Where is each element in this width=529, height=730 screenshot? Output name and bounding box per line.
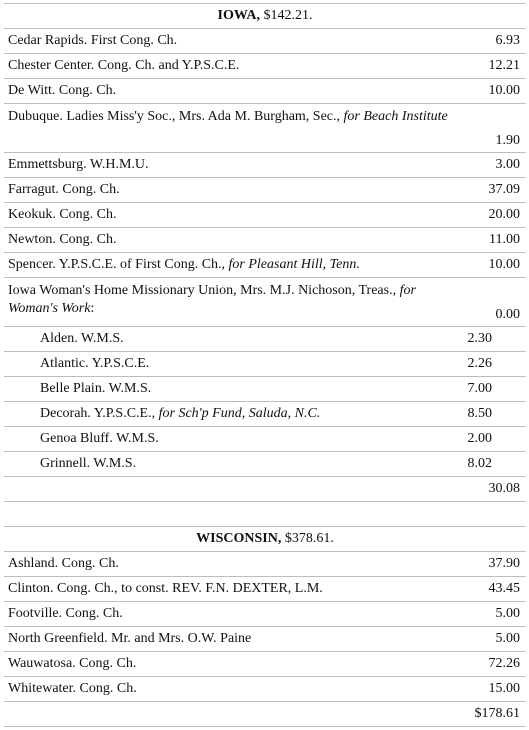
sub-entry-amount: 8.02: [467, 456, 492, 471]
entry-text: [40, 405, 466, 423]
sub-entry-name: Alden. W.M.S.: [40, 331, 124, 346]
entry-suffix: :: [90, 301, 95, 316]
iowa-header: [4, 4, 526, 29]
entry-name: Spencer. Y.P.S.C.E. of First Cong. Ch.,: [8, 257, 226, 272]
entry-name: Emmettsburg. W.H.M.U.: [8, 157, 149, 172]
table-row: [4, 352, 526, 377]
sub-entry-name: Atlantic. Y.P.S.C.E.: [40, 356, 150, 371]
iowa-total: $142.21.: [263, 8, 313, 23]
wisconsin-table: [4, 526, 526, 727]
entry-amount: 72.26: [488, 656, 520, 671]
sub-entry-note: for Sch'p Fund, Saluda, N.C.: [158, 406, 321, 421]
entry-text: [8, 256, 466, 274]
entry-amount: 11.00: [489, 232, 520, 247]
iowa-table: [4, 3, 526, 502]
table-row: [4, 627, 526, 652]
table-row: [4, 29, 526, 54]
entry-amount: 5.00: [495, 606, 520, 621]
entry-amount: 5.00: [495, 631, 520, 646]
table-row: [4, 327, 526, 352]
iowa-title: IOWA,: [217, 8, 260, 23]
entry-name: Iowa Woman's Home Missionary Union, Mrs. M.J. Nichoson, Treas.,: [8, 283, 397, 298]
entry-name: Clinton. Cong. Ch., to const. REV. F.N. DEXTER, L.M.: [8, 581, 323, 596]
entry-name: Whitewater. Cong. Ch.: [8, 681, 137, 696]
wisconsin-subtotal: $178.61: [474, 706, 520, 721]
entry-note: for Pleasant Hill, Tenn.: [228, 257, 360, 272]
sub-entry-name: Decorah. Y.P.S.C.E.,: [40, 406, 156, 421]
table-row: [4, 104, 526, 153]
sub-entry-name: Belle Plain. W.M.S.: [40, 381, 152, 396]
sub-entry-amount: 2.00: [467, 431, 492, 446]
table-row: [4, 278, 526, 327]
entry-name: Ashland. Cong. Ch.: [8, 556, 119, 571]
table-row: [4, 203, 526, 228]
table-row: [4, 178, 526, 203]
entry-amount: 10.00: [488, 257, 520, 272]
entry-name: Farragut. Cong. Ch.: [8, 182, 120, 197]
entry-amount: 12.21: [488, 58, 520, 73]
sub-entry-amount: 7.00: [467, 381, 492, 396]
iowa-subtotal: 30.08: [488, 481, 520, 496]
table-row: [4, 577, 526, 602]
entry-amount: 3.00: [495, 157, 520, 172]
entry-amount: 15.00: [488, 681, 520, 696]
entry-note: for Woman's Work: [8, 283, 416, 316]
entry-name: Footville. Cong. Ch.: [8, 606, 123, 621]
entry-text: [8, 282, 466, 318]
table-row: [4, 153, 526, 178]
table-row: [4, 54, 526, 79]
sub-entry-amount: 8.50: [467, 406, 492, 421]
sub-entry-amount: 2.30: [467, 331, 492, 346]
table-row: [4, 228, 526, 253]
table-row: [4, 602, 526, 627]
wisconsin-total: $378.61.: [284, 531, 334, 546]
entry-amount: 0.00: [495, 307, 520, 322]
table-row: [4, 377, 526, 402]
entry-amount: 37.09: [488, 182, 520, 197]
entry-name: Wauwatosa. Cong. Ch.: [8, 656, 137, 671]
entry-name: Chester Center. Cong. Ch. and Y.P.S.C.E.: [8, 58, 240, 73]
entry-text: [8, 108, 466, 126]
entry-amount: 6.93: [495, 33, 520, 48]
entry-amount: 20.00: [488, 207, 520, 222]
table-row: [4, 79, 526, 104]
entry-amount: 1.90: [495, 133, 520, 148]
sub-entry-name: Genoa Bluff. W.M.S.: [40, 431, 159, 446]
entry-name: Newton. Cong. Ch.: [8, 232, 117, 247]
entry-amount: 43.45: [488, 581, 520, 596]
entry-name: North Greenfield. Mr. and Mrs. O.W. Paine: [8, 631, 252, 646]
table-row: [4, 677, 526, 702]
wisconsin-header: [4, 527, 526, 552]
entry-amount: 10.00: [488, 83, 520, 98]
table-row: [4, 452, 526, 477]
table-row: [4, 652, 526, 677]
table-row: [4, 427, 526, 452]
entry-amount: 37.90: [488, 556, 520, 571]
entry-name: Cedar Rapids. First Cong. Ch.: [8, 33, 178, 48]
entry-name: Dubuque. Ladies Miss'y Soc., Mrs. Ada M. Burgham, Sec.,: [8, 109, 341, 124]
entry-name: Keokuk. Cong. Ch.: [8, 207, 117, 222]
sub-entry-amount: 2.26: [467, 356, 492, 371]
table-row: [4, 253, 526, 278]
subtotal-row: [4, 477, 526, 502]
sub-entry-name: Grinnell. W.M.S.: [40, 456, 137, 471]
entry-name: De Witt. Cong. Ch.: [8, 83, 117, 98]
subtotal-row: [4, 702, 526, 727]
wisconsin-title: WISCONSIN,: [196, 531, 282, 546]
table-row: [4, 552, 526, 577]
table-row: [4, 402, 526, 427]
entry-note: for Beach Institute: [343, 109, 448, 124]
